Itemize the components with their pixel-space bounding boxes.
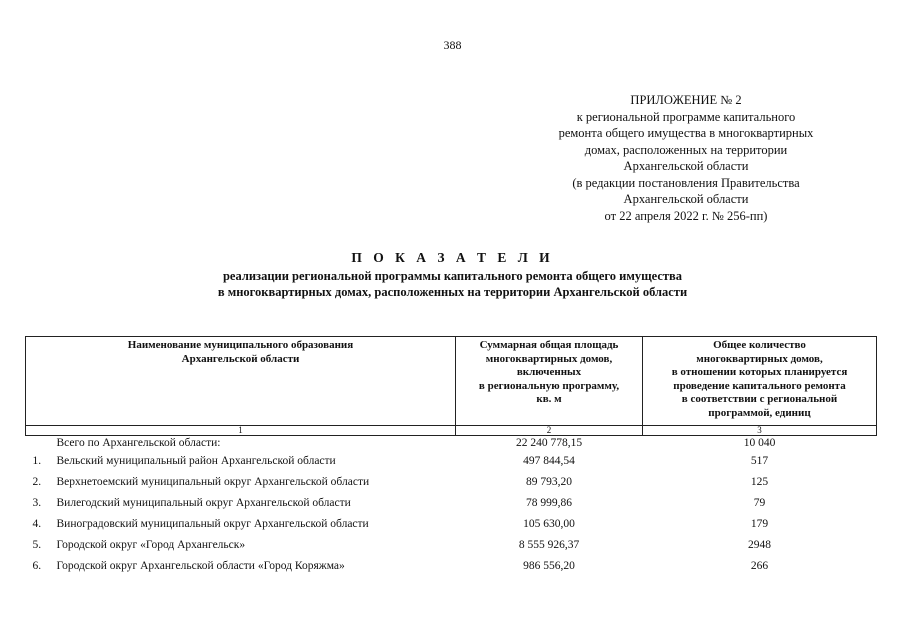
document-title: П О К А З А Т Е Л И: [351, 250, 554, 265]
appendix-line: Архангельской области: [623, 159, 749, 173]
appendix-line: Архангельской области: [623, 192, 749, 206]
row-area: 497 844,54: [523, 454, 575, 467]
total-label: Всего по Архангельской области:: [56, 436, 221, 449]
row-name: Городской округ Архангельской области «Город Коряжма»: [56, 559, 345, 572]
row-number: 1.: [32, 454, 42, 467]
row-count: 517: [750, 454, 769, 467]
table-row: [26, 450, 877, 471]
row-count: 179: [750, 517, 769, 530]
header-building-count: Общее количество многоквартирных домов, в отношении которых планируется проведение капитального ремонта в соответствии с региональной программой, единиц: [643, 337, 877, 426]
column-number-row: [26, 426, 877, 436]
appendix-line: к региональной программе капитального: [576, 109, 796, 124]
document-subtitle: [0, 268, 905, 300]
row-area: 78 999,86: [526, 496, 572, 509]
row-number: 6.: [32, 559, 42, 572]
row-area: 986 556,20: [523, 559, 575, 572]
header-total-area: Суммарная общая площадь многоквартирных домов, включенных в региональную программу, кв. м: [456, 337, 643, 426]
row-count: 266: [750, 559, 769, 572]
subtitle-line: реализации региональной программы капитального ремонта общего имущества: [222, 269, 683, 283]
table-row: [26, 513, 877, 534]
row-area: 105 630,00: [523, 517, 575, 530]
column-number: 3: [643, 426, 877, 436]
appendix-line: ремонта общего имущества в многоквартирных: [558, 126, 814, 140]
table-row: [26, 555, 877, 576]
appendix-line: от 22 апреля 2022 г. № 256-пп): [604, 208, 768, 223]
subtitle-line: в многоквартирных домах, расположенных на территории Архангельской области: [217, 285, 688, 299]
row-count: 125: [750, 475, 769, 488]
row-number: 5.: [32, 538, 42, 551]
total-count: 10 040: [743, 436, 776, 449]
row-name: Вельский муниципальный район Архангельской области: [56, 454, 336, 467]
appendix-block: [505, 92, 867, 224]
header-municipality: Наименование муниципального образования Архангельской области: [26, 337, 456, 426]
column-number: 1: [26, 426, 456, 436]
row-number: 2.: [32, 475, 42, 488]
row-name: Виноградовский муниципальный округ Архангельской области: [56, 517, 369, 530]
row-name: Вилегодский муниципальный округ Архангельской области: [56, 496, 351, 509]
appendix-title: ПРИЛОЖЕНИЕ № 2: [630, 93, 742, 107]
column-number: 2: [456, 426, 643, 436]
row-number: 3.: [32, 496, 42, 509]
row-number: 4.: [32, 517, 42, 530]
row-name: Городской округ «Город Архангельск»: [56, 538, 246, 551]
row-count: 2948: [748, 538, 771, 551]
row-name: Верхнетоемский муниципальный округ Архангельской области: [56, 475, 370, 488]
table-row: [26, 534, 877, 555]
row-area: 8 555 926,37: [518, 538, 580, 551]
indicators-table: [25, 336, 877, 576]
total-area: 22 240 778,15: [515, 436, 583, 449]
appendix-line: домах, расположенных на территории: [584, 142, 788, 157]
table-row: [26, 492, 877, 513]
row-area: 89 793,20: [526, 475, 572, 488]
row-count: 79: [753, 496, 766, 509]
total-row: [26, 436, 877, 451]
appendix-line: (в редакции постановления Правительства: [572, 175, 800, 190]
page-number: 388: [443, 38, 462, 52]
table-row: [26, 471, 877, 492]
